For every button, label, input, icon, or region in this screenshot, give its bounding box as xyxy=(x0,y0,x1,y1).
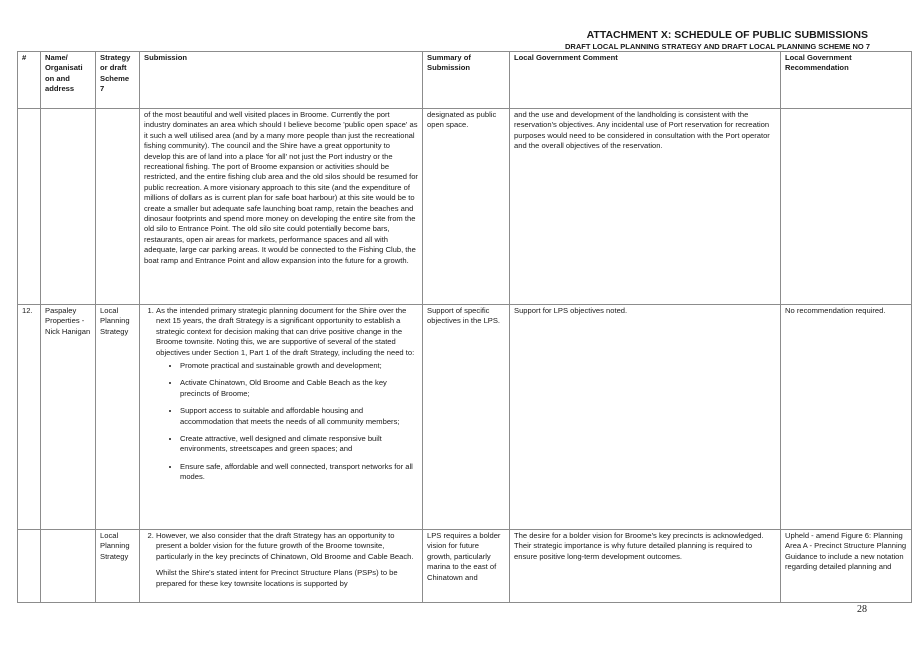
submission-numbered-list xyxy=(144,531,418,589)
row-number-cell xyxy=(18,109,41,305)
strategy-cell xyxy=(96,109,140,305)
column-header-recommendation: Local Government Recommendation xyxy=(781,52,912,109)
submission-intro: 1. As the intended primary strategic planning document for the Shire over the next 15 years, the draft Strategy is a significant opportunity to establish a strategic context for decision making that can drive positive change in the Broome townsite. Noting this, we are supportive of several of the stated objectives under Section 1, Part 1 of the draft Strategy, including the need to: xyxy=(156,306,415,357)
column-header-comment: Local Government Comment xyxy=(510,52,781,109)
comment-cell: The desire for a bolder vision for Broome's key precincts is acknowledged. Their strategic importance is why future detailed planning is required to ensure positive long-term development outcomes. xyxy=(510,530,781,603)
document-title: ATTACHMENT X: SCHEDULE OF PUBLIC SUBMISSIONS xyxy=(586,29,868,41)
summary-cell: designated as public open space. xyxy=(423,109,510,305)
summary-cell: Support of specific objectives in the LPS. xyxy=(423,305,510,530)
name-cell: Paspaley Properties - Nick Hanigan xyxy=(41,305,96,530)
table-header-row xyxy=(18,52,912,109)
row-number-cell: 12. xyxy=(18,305,41,530)
objectives-bullet-list xyxy=(156,361,418,483)
table-row xyxy=(18,305,912,530)
column-header-name: Name/ Organisati on and address xyxy=(41,52,96,109)
summary-cell: LPS requires a bolder vision for future growth, particularly marina to the east of Chinatown and xyxy=(423,530,510,603)
column-header-number: # xyxy=(18,52,41,109)
row-number-cell xyxy=(18,530,41,603)
recommendation-cell: Upheld - amend Figure 6: Planning Area A - Precinct Structure Planning Guidance to include a new notation regarding detailed planning and xyxy=(781,530,912,603)
submission-paragraph: Whilst the Shire's stated intent for Precinct Structure Plans (PSPs) to be prepared for these key townsite locations is supported by xyxy=(156,568,398,588)
submission-paragraph: 2. However, we also consider that the draft Strategy has an opportunity to present a bolder vision for the future growth of the Broome townsite, particularly in the key precincts of Chinatown, Old Broome and Cable Beach. xyxy=(156,531,414,561)
column-header-submission: Submission xyxy=(140,52,423,109)
page-number: 28 xyxy=(857,604,867,615)
submission-numbered-list xyxy=(144,306,418,483)
list-item: • Promote practical and sustainable growth and development; xyxy=(180,361,418,371)
column-header-strategy: Strategy or draft Scheme 7 xyxy=(96,52,140,109)
list-item xyxy=(156,306,418,483)
name-cell xyxy=(41,109,96,305)
list-item: • Create attractive, well designed and climate responsive built environments, streetscapes and green spaces; and xyxy=(180,434,418,455)
submission-cell xyxy=(140,305,423,530)
recommendation-cell xyxy=(781,109,912,305)
table-row xyxy=(18,530,912,603)
column-header-summary: Summary of Submission xyxy=(423,52,510,109)
strategy-cell: Local Planning Strategy xyxy=(96,305,140,530)
list-item: • Ensure safe, affordable and well connected, transport networks for all modes. xyxy=(180,462,418,483)
recommendation-cell: No recommendation required. xyxy=(781,305,912,530)
comment-cell: Support for LPS objectives noted. xyxy=(510,305,781,530)
list-item: • Support access to suitable and affordable housing and accommodation that meets the needs of all community members; xyxy=(180,406,418,427)
table-row xyxy=(18,109,912,305)
name-cell xyxy=(41,530,96,603)
submission-cell xyxy=(140,530,423,603)
comment-cell: and the use and development of the landholding is consistent with the reservation's objectives. Any incidental use of Port reservation for recreation purposes would need to be considered in consultation with the Port operator and the overall objectives of the reservation. xyxy=(510,109,781,305)
submission-cell: of the most beautiful and well visited places in Broome. Currently the port industry dominates an area which should I believe become 'public open space' as it such a well utilised area (and by a many more people than just the recreational fishing community). The council and the Shire have a great opportunity to develop this are of land into a place 'for all' not just the Port industry or the recreational fishing. The port of Broome expansion or activities should be restricted, and the entire fishing club area and the old silos should be resumed for public recreation. A more visionary approach to this site (and the expenditure of millions of dollars as is current plan for safe boat harbour) at this site would be to create a smaller but adequate safe launching boat ramp, retain the beaches and dinosaur footprints and spend more money on developing the entire site from the old silo to Entrance Point. The old silo site could potentially become bars, restaurants, open air areas for markets, performance spaces and all with adequate, large car parking areas. It would be connected to the Fishing Club, the boat ramp and Entrance Point and allow expansion into the future for a growth. xyxy=(140,109,423,305)
document-subtitle: DRAFT LOCAL PLANNING STRATEGY AND DRAFT LOCAL PLANNING SCHEME NO 7 xyxy=(564,42,870,51)
list-item xyxy=(156,531,418,589)
list-item: • Activate Chinatown, Old Broome and Cable Beach as the key precincts of Broome; xyxy=(180,378,418,399)
submissions-table xyxy=(17,51,912,603)
strategy-cell: Local Planning Strategy xyxy=(96,530,140,603)
